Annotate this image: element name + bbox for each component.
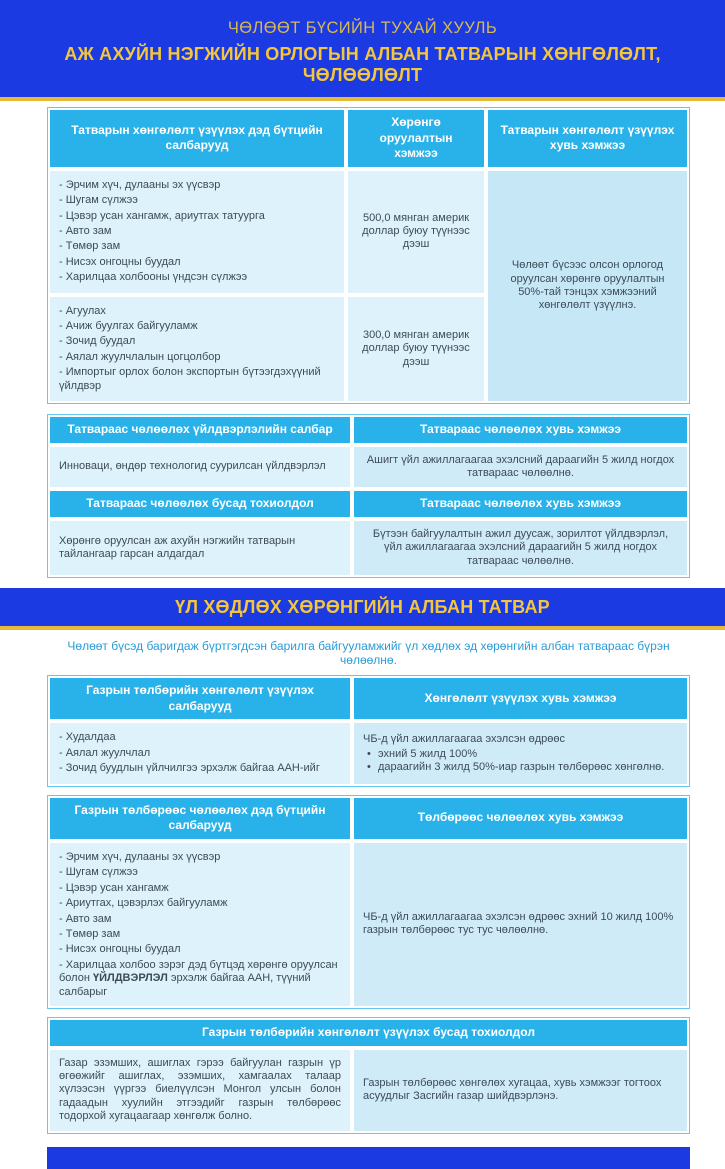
list-item: - Худалдаа (59, 731, 116, 744)
sector-list-group2 (50, 297, 344, 401)
land-other-case-cell: Газар эзэмших, ашиглах гэрээ байгуулан газрын үр өгөөжийг ашиглах, эзэмших, хамгаалах талаар хүлээсэн үүргээ биелүүлсэн Монгол улсын болон гадаадын хуулийн этгээдийг газрын төлбөрөөс тодорхой хугацаагаар хөнгөлж болно. (50, 1050, 350, 1131)
land-exemption-sector-cell (50, 843, 350, 1006)
land-other-decision-cell: Газрын төлбөрөөс хөнгөлөх хугацаа, хувь хэмжээг тогтоох асуудлыг Засгийн газар шийдвэрлэнэ. (354, 1050, 687, 1131)
investment-amount-group1: 500,0 мянган америк доллар буюу түүнээс дээш (348, 171, 484, 293)
industry-rate-header: Татвараас чөлөөлөх хувь хэмжээ (354, 417, 687, 443)
other-rate-header: Татвараас чөлөөлөх хувь хэмжээ (354, 491, 687, 517)
land-exemption-sectors-header: Газрын төлбөрөөс чөлөөлөх дэд бүтцийн салбарууд (50, 798, 350, 839)
land-other-header: Газрын төлбөрийн хөнгөлөлт үзүүлэх бусад тохиолдол (50, 1020, 687, 1046)
other-case-header: Татвараас чөлөөлөх бусад тохиолдол (50, 491, 350, 517)
column-header-investment: Хөрөнгө оруулалтын хэмжээ (348, 110, 484, 167)
page-content (47, 107, 690, 578)
page-content-lower (47, 639, 690, 1168)
land-discount-sector-list (50, 723, 350, 783)
industry-benefit-cell: Ашигт үйл ажиллагаагаа эхэлсний дараагийн 5 жилд ногдох татвараас чөлөөлнө. (354, 447, 687, 488)
top-banner-subtitle: АЖ АХУЙН НЭГЖИЙН ОРЛОГЫН АЛБАН ТАТВАРЫН ХӨНГӨЛӨЛТ, ЧӨЛӨӨЛӨЛТ (64, 44, 661, 85)
list-item: • дараагийн 3 жилд 50%-иар газрын төлбөрөөс хөнгөлнө. (363, 761, 678, 774)
list-item: - Төмөр зам (59, 240, 121, 253)
list-item: - Эрчим хүч, дулааны эх үүсвэр (59, 850, 221, 863)
list-item: - Зочид буудал (59, 335, 136, 348)
list-item: - Нисэх онгоцны буудал (59, 255, 181, 268)
last-sector-bold: ҮЙЛДВЭРЛЭЛ (92, 972, 168, 985)
list-item: - Шугам сүлжээ (59, 194, 138, 207)
property-tax-intro: Чөлөөт бүсэд баригдаж бүртгэгдсэн барилга байгууламжийг үл хөдлөх эд хөрөнгийн албан татвараас бүрэн чөлөөлнө. (67, 639, 670, 668)
list-item: - Авто зам (59, 225, 112, 237)
list-item: - Ачиж буулгах байгууламж (59, 320, 198, 333)
column-header-rate: Татварын хөнгөлөлт үзүүлэх хувь хэмжээ (488, 110, 687, 167)
column-header-sectors: Татварын хөнгөлөлт үзүүлэх дэд бүтцийн салбарууд (50, 110, 344, 167)
list-item: - Аялал жуулчлалын цогцолбор (59, 350, 221, 363)
benefit-intro-line: ЧБ-д үйл ажиллагаагаа эхэлсэн өдрөөс (363, 733, 565, 746)
land-discount-rate-header: Хөнгөлөлт үзүүлэх хувь хэмжээ (354, 678, 687, 719)
list-item: - Импортыг орлох болон экспортын бүтээгдэхүүний үйлдвэр (59, 366, 321, 392)
list-item: - Ариутгах, цэвэрлэх байгууламж (59, 897, 228, 910)
land-exemption-rate-header: Төлбөрөөс чөлөөлөх хувь хэмжээ (354, 798, 687, 839)
last-sector-prefix: - Харилцаа холбоо зэрэг дэд бүтцэд хөрөнгө оруулсан болон (59, 958, 338, 985)
tax-exemption-table (47, 414, 690, 578)
land-other-table (47, 1017, 690, 1134)
gold-divider-top (0, 97, 725, 101)
list-item: - Зочид буудлын үйлчилгээ эрхэлж байгаа ААН-ийг (59, 762, 320, 775)
list-item: - Агуулах (59, 304, 106, 317)
land-discount-benefit-cell (354, 723, 687, 783)
industry-cell: Инноваци, өндөр технологид суурилсан үйлдвэрлэл (50, 447, 350, 488)
list-item: - Аялал жуулчлал (59, 746, 151, 759)
law-title: ЧӨЛӨӨТ БҮСИЙН ТУХАЙ ХУУЛЬ (227, 19, 498, 37)
list-item: - Цэвэр усан хангамж (59, 881, 169, 894)
list-item: - Харилцаа холбооны үндсэн сүлжээ (59, 271, 248, 284)
land-discount-table (47, 675, 690, 786)
top-banner (0, 0, 725, 97)
industry-header: Татвараас чөлөөлөх үйлдвэрлэлийн салбар (50, 417, 350, 443)
list-item: - Цэвэр усан хангамж, ариутгах татуурга (59, 209, 265, 222)
land-exemption-sector-list (59, 850, 341, 958)
list-item: - Төмөр зам (59, 927, 121, 940)
land-exemption-benefit-cell: ЧБ-д үйл ажиллагаагаа эхэлсэн өдрөөс эхний 10 жилд 100% газрын төлбөрөөс тус тус чөлөөлнө. (354, 843, 687, 1006)
income-tax-table (47, 107, 690, 404)
other-case-cell: Хөрөнгө оруулсан аж ахуйн нэгжийн татварын тайлангаар гарсан алдагдал (50, 521, 350, 575)
list-item: - Авто зам (59, 912, 112, 925)
income-tax-benefit: Чөлөөт бүсээс олсон орлогод оруулсан хөрөнгө оруулалтын 50%-тай тэнцэх хэмжээний хөнгөлөлт үзүүлнэ. (488, 171, 687, 401)
land-discount-sectors-header: Газрын төлбөрийн хөнгөлөлт үзүүлэх салбарууд (50, 678, 350, 719)
list-item: • эхний 5 жилд 100% (363, 748, 678, 761)
gold-divider-middle (0, 626, 725, 630)
list-item: - Шугам сүлжээ (59, 866, 138, 879)
other-benefit-cell: Бүтээн байгуулалтын ажил дуусаж, зорилтот үйлдвэрлэл, үйл ажиллагаагаа эхэлсний дараагийн 5 жилд ногдох татвараас чөлөөлнө. (354, 521, 687, 575)
last-sector-suffix: эрхэлж байгаа ААН, түүний салбарыг (59, 972, 311, 998)
list-item: - Нисэх онгоцны буудал (59, 943, 181, 956)
property-tax-banner (0, 588, 725, 626)
benefit-bullet-list (363, 748, 678, 775)
footer-bar (47, 1147, 690, 1169)
sector-list-group1 (50, 171, 344, 293)
list-item: - Эрчим хүч, дулааны эх үүсвэр (59, 178, 221, 191)
investment-amount-group2: 300,0 мянган америк доллар буюу түүнээс дээш (348, 297, 484, 401)
land-exemption-table (47, 795, 690, 1009)
land-exemption-last-sector (59, 958, 341, 999)
property-tax-title: ҮЛ ХӨДЛӨХ ХӨРӨНГИЙН АЛБАН ТАТВАР (175, 597, 550, 618)
